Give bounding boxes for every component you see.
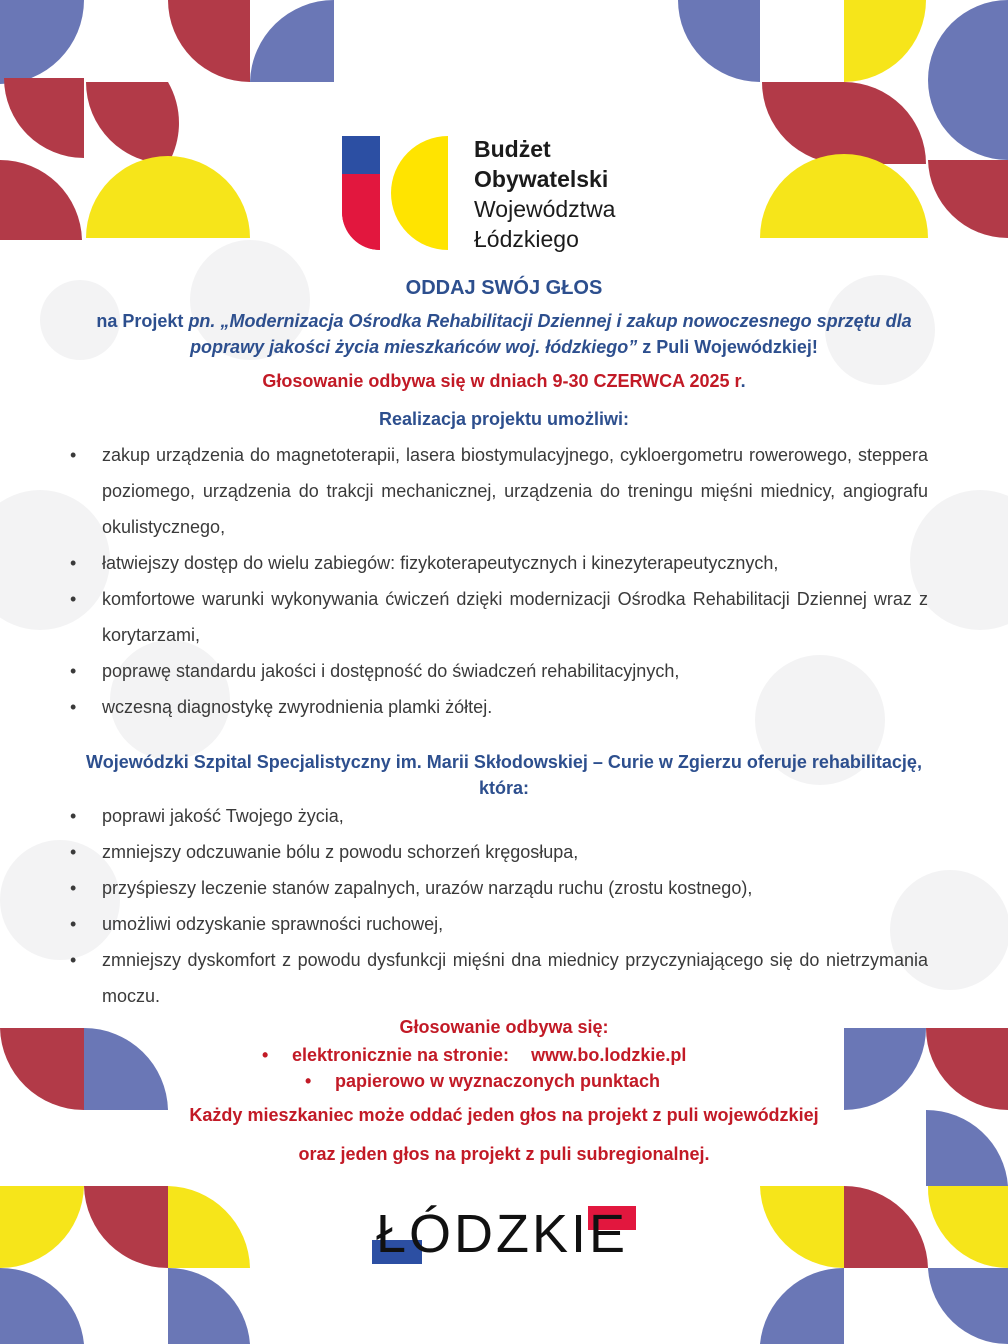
list-item: • łatwiejszy dostęp do wielu zabiegów: fizykoterapeutycznych i kinezyterapeutycznych,: [70, 553, 779, 573]
voting-online: • elektronicznie na stronie: www.bo.lodzkie.pl: [262, 1045, 687, 1065]
list-item: • poprawi jakość Twojego życia,: [70, 806, 344, 826]
voting-dates: Głosowanie odbywa się w dniach 9-30 CZERWCA 2025 r.: [262, 371, 746, 391]
list-item: • wczesną diagnostykę zwyrodnienia plamki żółtej.: [70, 697, 493, 717]
list-item: • przyśpieszy leczenie stanów zapalnych, urazów narządu ruchu (zrostu kostnego),: [70, 878, 753, 898]
hospital-list: [70, 798, 928, 1014]
lodzkie-logo: [372, 1194, 638, 1266]
list-item: • zmniejszy dyskomfort z powodu dysfunkcji mięśni dna miednicy przyczyniającego się do nietrzymania moczu.: [70, 950, 928, 1006]
lodzkie-logo-mark-icon: [372, 1194, 638, 1266]
voting-heading: Głosowanie odbywa się:: [399, 1017, 609, 1037]
list-item: • umożliwi odzyskanie sprawności ruchowej,: [70, 914, 444, 934]
list-item: • zakup urządzenia do magnetoterapii, lasera biostymulacyjnego, cykloergometru rowerowego, steppera poziomego, urządzenia do trakcji mechanicznej, urządzenia do treningu mięśni miednicy, angiografu okulistycznego,: [70, 445, 928, 537]
logo-line-3: Województwa: [474, 196, 616, 222]
svg-text:ŁÓDZKIE: ŁÓDZKIE: [376, 1204, 629, 1264]
list-item: • zmniejszy odczuwanie bólu z powodu schorzeń kręgosłupa,: [70, 842, 579, 862]
hospital-heading: Wojewódzki Szpital Specjalistyczny im. Marii Skłodowskiej – Curie w Zgierzu oferuje rehabilitację, która:: [86, 752, 922, 798]
list-item: • komfortowe warunki wykonywania ćwiczeń dzięki modernizacji Ośrodka Rehabilitacji Dziennej wraz z korytarzami,: [70, 589, 928, 645]
realization-list: [70, 437, 928, 725]
project-suffix: z Puli Wojewódzkiej!: [642, 337, 818, 357]
each-resident-line-2: oraz jeden głos na projekt z puli subregionalnej.: [298, 1144, 710, 1164]
bo-logo-mark-icon: [340, 134, 450, 252]
main-heading: ODDAJ SWÓJ GŁOS: [405, 277, 603, 299]
budzet-obywatelski-logo: [340, 134, 640, 252]
voting-paper: • papierowo w wyznaczonych punktach: [305, 1071, 661, 1091]
bo-logo-text: [474, 134, 615, 254]
voting-url-link[interactable]: www.bo.lodzkie.pl: [531, 1045, 687, 1065]
project-description: [60, 308, 948, 360]
project-title: „Modernizacja Ośrodka Rehabilitacji Dziennej i zakup nowoczesnego sprzętu dla poprawy jakości życia mieszkańców woj. łódzkiego”: [190, 311, 912, 357]
logo-line-1: Budżet: [474, 136, 551, 162]
project-pn: pn.: [188, 311, 216, 331]
project-prefix: na Projekt: [96, 311, 184, 331]
realization-heading: Realizacja projektu umożliwi:: [378, 409, 630, 429]
each-resident-line-1: Każdy mieszkaniec może oddać jeden głos na projekt z puli wojewódzkiej: [189, 1105, 819, 1125]
list-item: • poprawę standardu jakości i dostępność do świadczeń rehabilitacyjnych,: [70, 661, 680, 681]
logo-line-2: Obywatelski: [474, 166, 609, 192]
logo-line-4: Łódzkiego: [474, 226, 579, 252]
